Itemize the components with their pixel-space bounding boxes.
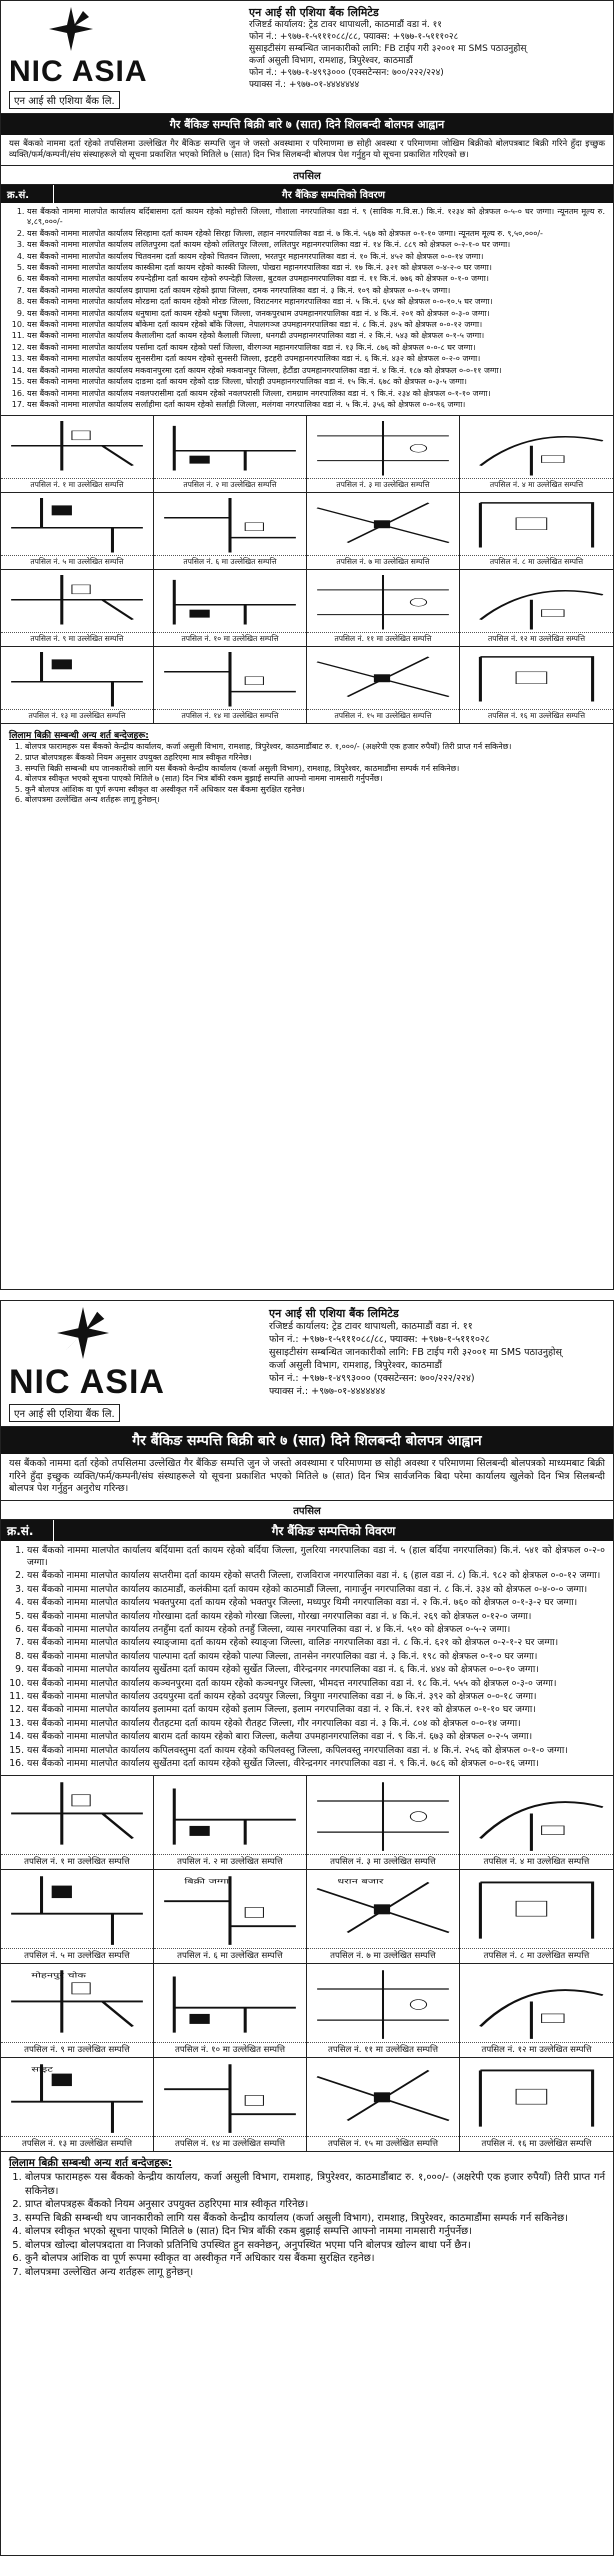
map-caption: तपसिल नं. १५ मा उल्लेखित सम्पत्ति xyxy=(307,709,459,723)
schedule-label: तपसिल xyxy=(1,1500,613,1520)
map-sketch xyxy=(154,1964,306,2042)
map-sketch xyxy=(307,493,459,555)
property-item: 8. यस बैंकको नाममा मालपोत कार्यालय मोरङमा दर्ता कायम रहेको मोरङ जिल्ला, विराटनगर महानगरपालिका वडा नं. ५ कि.नं. ६५४ को क्षेत्रफल ०-०-१०.५ घर जग्गा। xyxy=(27,297,605,307)
map-sketch xyxy=(1,416,153,478)
map-sketch xyxy=(307,1870,459,1948)
map-sketch xyxy=(307,647,459,709)
property-item: 11. यस बैंकको नाममा मालपोत कार्यालय कैलालीमा दर्ता कायम रहेको कैलाली जिल्ला, धनगढी उपमहानगरपालिका वडा नं. २ कि.नं. ५४३ को क्षेत्रफल ०-१-५ जग्गा। xyxy=(27,331,605,341)
map-sketch xyxy=(460,2058,613,2136)
location-map xyxy=(1,2058,154,2152)
location-map xyxy=(460,416,613,493)
logo-text: NIC ASIA xyxy=(9,55,148,88)
condition-item: 2. प्राप्त बोलपत्रहरू बैंकको नियम अनुसार उपयुक्त ठहरिएमा मात्र स्वीकृत गरिनेछ। xyxy=(25,2198,605,2212)
property-item: 4. यस बैंकको नाममा मालपोत कार्यालय चितवनमा दर्ता कायम रहेको चितवन जिल्ला, भरतपुर महानगरपालिका वडा नं. १० कि.नं. ४५२ को क्षेत्रफल ०-०-१४ जग्गा। xyxy=(27,252,605,262)
logo xyxy=(9,7,239,109)
condition-item: 6. बोलपत्रमा उल्लेखित अन्य शर्तहरू लागू हुनेछन्। xyxy=(25,795,605,806)
map-sketch xyxy=(1,493,153,555)
address-line: कर्जा असुली विभाग, रामशाह, त्रिपुरेश्वर, काठमाडौं xyxy=(269,1360,442,1371)
property-item: 5. यस बैंकको नाममा मालपोत कार्यालय कास्कीमा दर्ता कायम रहेको कास्की जिल्ला, पोखरा महानगरपालिका वडा नं. १७ कि.नं. ३२१ को क्षेत्रफल ०-४-२-० घर जग्गा। xyxy=(27,263,605,273)
property-item: 7. यस बैंकको नाममा मालपोत कार्यालय स्याङ्जामा दर्ता कायम रहेको स्याङ्जा जिल्ला, वालिङ नगरपालिका वडा नं. ८ कि.नं. ६२१ को क्षेत्रफल ०-२-१-२ घर जग्गा। xyxy=(27,1637,605,1649)
property-item: 13. यस बैंकको नाममा मालपोत कार्यालय सुनसरीमा दर्ता कायम रहेको सुनसरी जिल्ला, इटहरी उपमहानगरपालिका वडा नं. ६ कि.नं. ४३२ को क्षेत्रफल ०-२-० जग्गा। xyxy=(27,354,605,364)
map-caption: तपसिल नं. ७ मा उल्लेखित सम्पत्ति xyxy=(307,1948,459,1963)
map-caption: तपसिल नं. ९ मा उल्लेखित सम्पत्ति xyxy=(1,2042,153,2057)
map-caption: तपसिल नं. ११ मा उल्लेखित सम्पत्ति xyxy=(307,632,459,646)
condition-item: 3. सम्पत्ति बिक्री सम्बन्धी थप जानकारीको लागि यस बैंकको केन्द्रीय कार्यालय (कर्जा असुली विभाग), रामशाह, त्रिपुरेश्वर, काठमाडौंमा सम्पर्क गर्न सकिनेछ। xyxy=(25,764,605,775)
map-caption: तपसिल नं. २ मा उल्लेखित सम्पत्ति xyxy=(154,478,306,492)
bank-name: एन आई सी एशिया बैंक लिमिटेड xyxy=(269,1307,399,1320)
nic-asia-star-icon xyxy=(49,7,93,51)
map-sketch xyxy=(1,1776,153,1854)
location-map xyxy=(307,416,460,493)
location-map xyxy=(1,647,154,724)
notice-header xyxy=(1,1301,613,1427)
property-item: 8. यस बैंकको नाममा मालपोत कार्यालय पाल्पामा दर्ता कायम रहेको पाल्पा जिल्ला, तानसेन नगरपालिका वडा नं. ३ कि.नं. १९८ को क्षेत्रफल ०-१-० घर जग्गा। xyxy=(27,1651,605,1663)
map-sketch xyxy=(460,647,613,709)
address-line: फ्याक्स नं.: +९७७-०१-४४४४४४४ xyxy=(269,1386,386,1397)
property-item: 2. यस बैंकको नाममा मालपोत कार्यालय सप्तरीमा दर्ता कायम रहेको सप्तरी जिल्ला, राजविराज नगरपालिका वडा नं. ६ (हाल वडा नं. ८) कि.नं. ९८२ को क्षेत्रफल ०-०-१२ जग्गा। xyxy=(27,1570,605,1582)
map-sketch xyxy=(154,2058,306,2136)
col-description: गैर बैंकिङ सम्पत्तिको विवरण xyxy=(282,190,385,201)
schedule-header xyxy=(1,1520,613,1541)
map-caption: तपसिल नं. ८ मा उल्लेखित सम्पत्ति xyxy=(460,1948,613,1963)
map-sketch xyxy=(460,1870,613,1948)
notice-intro: यस बैंकको नाममा दर्ता रहेको तपसिलमा उल्लेखित गैर बैंकिङ सम्पत्ति जुन जे जस्तो अवस्थामा र परिमाणमा छ सोही अवस्था र परिमाणमा सिलबन्दी बोलपत्रको माध्यमबाट बिक्री गरिने हुँदा इच्छुक व्यक्ति/फर्म/कम्पनी/संघ संस्थाहरूले यो सूचना प्रकाशित भएको मितिले ७ (सात) दिन भित्र सार्वजनिक बिदा परेमा कार्यालय खुलेको दिन भित्र सिलबन्दी बोलपत्र पेश गर्नुहुन अनुरोध गरिन्छ। xyxy=(9,1458,605,1494)
col-serial: क्र.सं. xyxy=(1,1520,54,1541)
condition-item: 2. प्राप्त बोलपत्रहरू बैंकको नियम अनुसार उपयुक्त ठहरिएमा मात्र स्वीकृत गरिनेछ। xyxy=(25,753,605,764)
property-item: 15. यस बैंकको नाममा मालपोत कार्यालय दाङमा दर्ता कायम रहेको दाङ जिल्ला, घोराही उपमहानगरपालिका वडा नं. १५ कि.नं. ६७८ को क्षेत्रफल ०-३-५ जग्गा। xyxy=(27,377,605,387)
address-line: रजिष्टर्ड कार्यालय: ट्रेड टावर थापाथली, काठमाडौं वडा नं. ११ xyxy=(249,20,442,30)
property-item: 3. यस बैंकको नाममा मालपोत कार्यालय काठमाडौं, कलंकीमा दर्ता कायम रहेको काठमाडौं जिल्ला, नागार्जुन नगरपालिका वडा नं. ८ कि.नं. ३३४ को क्षेत्रफल ०-४-०-० जग्गा। xyxy=(27,1584,605,1596)
location-map xyxy=(154,416,307,493)
address-line: फोन नं.: +९७७-१-५१११०८८/८८, फ्याक्स: +९७७-१-५१११०२८ xyxy=(249,32,459,42)
location-map xyxy=(154,1964,307,2058)
map-caption: तपसिल नं. १३ मा उल्लेखित सम्पत्ति xyxy=(1,2136,153,2151)
notice-header xyxy=(1,1,613,114)
map-caption: तपसिल नं. १२ मा उल्लेखित सम्पत्ति xyxy=(460,2042,613,2057)
location-map xyxy=(307,1870,460,1964)
conditions-title: लिलाम बिक्री सम्बन्धी अन्य शर्त बन्देजहरू: xyxy=(9,2157,173,2170)
condition-item: 3. सम्पत्ति बिक्री सम्बन्धी थप जानकारीको लागि यस बैंकको केन्द्रीय कार्यालय (कर्जा असुली विभाग), रामशाह, त्रिपुरेश्वर, काठमाडौंमा सम्पर्क गर्न सकिनेछ। xyxy=(25,2212,605,2226)
property-item: 3. यस बैंकको नाममा मालपोत कार्यालय ललितपुरमा दर्ता कायम रहेको ललितपुर जिल्ला, ललितपुर महानगरपालिका वडा नं. १४ कि.नं. ८८९ को क्षेत्रफल ०-२-१-० घर जग्गा। xyxy=(27,240,605,250)
address-line: सुसाइटीसंग सम्बन्धित जानकारीको लागि: FB टाईप गरी ३२००१ मा SMS पठाउनुहोस् xyxy=(249,44,527,54)
address-line: कर्जा असुली विभाग, रामशाह, त्रिपुरेश्वर, काठमाडौं xyxy=(249,56,413,66)
location-map xyxy=(154,1870,307,1964)
property-item: 10. यस बैंकको नाममा मालपोत कार्यालय कञ्चनपुरमा दर्ता कायम रहेको कञ्चनपुर जिल्ला, भीमदत्त नगरपालिका वडा नं. १८ कि.नं. ५५५ को क्षेत्रफल ०-३-० जग्गा। xyxy=(27,1678,605,1690)
condition-item: 5. बोलपत्र खोल्दा बोलपत्रदाता वा निजको प्रतिनिधि उपस्थित हुन सक्नेछन्, अनुपस्थित भएमा पनि बोलपत्र खोल्न बाधा पर्ने छैन। xyxy=(25,2239,605,2253)
map-caption: तपसिल नं. ६ मा उल्लेखित सम्पत्ति xyxy=(154,555,306,569)
condition-item: 6. कुनै बोलपत्र आंशिक वा पूर्ण रूपमा स्वीकृत वा अस्वीकृत गर्ने अधिकार यस बैंकमा सुरक्षित रहनेछ। xyxy=(25,2252,605,2266)
map-caption: तपसिल नं. १२ मा उल्लेखित सम्पत्ति xyxy=(460,632,613,646)
map-caption: तपसिल नं. १६ मा उल्लेखित सम्पत्ति xyxy=(460,2136,613,2151)
condition-item: 1. बोलपत्र फारामहरू यस बैंकको केन्द्रीय कार्यालय, कर्जा असुली विभाग, रामशाह, त्रिपुरेश्वर, काठमाडौंबाट रु. १,०००/- (अक्षरेपी एक हजार रुपैयाँ) तिरी प्राप्त गर्न सकिनेछ। xyxy=(25,2171,605,2198)
map-caption: तपसिल नं. २ मा उल्लेखित सम्पत्ति xyxy=(154,1854,306,1869)
property-item: 16. यस बैंकको नाममा मालपोत कार्यालय सुर्खेतमा दर्ता कायम रहेको सुर्खेत जिल्ला, वीरेन्द्रनगर नगरपालिका वडा नं. ९ कि.नं. ७८६ को क्षेत्रफल ०-०-१६ जग्गा। xyxy=(27,1758,605,1770)
property-item: 9. यस बैंकको नाममा मालपोत कार्यालय सुर्खेतमा दर्ता कायम रहेको सुर्खेत जिल्ला, वीरेन्द्रनगर नगरपालिका वडा नं. ६ कि.नं. ४४४ को क्षेत्रफल ०-०-१० जग्गा। xyxy=(27,1664,605,1676)
location-map xyxy=(307,647,460,724)
location-map xyxy=(1,570,154,647)
property-item: 6. यस बैंकको नाममा मालपोत कार्यालय रुपन्देहीमा दर्ता कायम रहेको रुपन्देही जिल्ला, बुटवल उपमहानगरपालिका वडा नं. ११ कि.नं. ७७६ को क्षेत्रफल ०-१-० जग्गा। xyxy=(27,274,605,284)
location-maps xyxy=(1,1775,613,2152)
address-line: फोन नं.: +९७७-१-४९९३००० (एक्सटेन्सन: ७००/२२२/२२४) xyxy=(269,1373,475,1384)
map-caption: तपसिल नं. ८ मा उल्लेखित सम्पत्ति xyxy=(460,555,613,569)
address-line: रजिष्टर्ड कार्यालय: ट्रेड टावर थापाथली, काठमाडौं वडा नं. ११ xyxy=(269,1321,473,1332)
notice-title: गैर बैंकिङ सम्पत्ति बिक्री बारे ७ (सात) दिने शिलबन्दी बोलपत्र आह्वान xyxy=(1,1427,613,1454)
col-serial: क्र.सं. xyxy=(1,185,54,203)
map-caption: तपसिल नं. १ मा उल्लेखित सम्पत्ति xyxy=(1,478,153,492)
col-description: गैर बैंकिङ सम्पत्तिको विवरण xyxy=(271,1523,396,1538)
conditions-list xyxy=(1,2171,613,2283)
map-sketch xyxy=(307,416,459,478)
map-caption: तपसिल नं. ५ मा उल्लेखित सम्पत्ति xyxy=(1,1948,153,1963)
map-sketch xyxy=(307,1776,459,1854)
condition-item: 5. कुनै बोलपत्र आंशिक वा पूर्ण रूपमा स्वीकृत वा अस्वीकृत गर्ने अधिकार यस बैंकमा सुरक्षित रहनेछ। xyxy=(25,785,605,796)
property-item: 13. यस बैंकको नाममा मालपोत कार्यालय रौतहटमा दर्ता कायम रहेको रौतहट जिल्ला, गौर नगरपालिका वडा नं. ३ कि.नं. ८०४ को क्षेत्रफल ०-०-१४ जग्गा। xyxy=(27,1718,605,1730)
map-caption: तपसिल नं. ७ मा उल्लेखित सम्पत्ति xyxy=(307,555,459,569)
map-sketch xyxy=(154,570,306,632)
map-sketch xyxy=(154,647,306,709)
property-item: 1. यस बैंकको नाममा मालपोत कार्यालय बर्दियामा दर्ता कायम रहेको बर्दिया जिल्ला, गुलरिया नगरपालिका वडा नं. ५ (हाल बर्दिया नगरपालिका) कि.नं. ५४१ को क्षेत्रफल ०-२-० जग्गा। xyxy=(27,1545,605,1570)
property-list xyxy=(1,1541,613,1776)
property-item: 11. यस बैंकको नाममा मालपोत कार्यालय उदयपुरमा दर्ता कायम रहेको उदयपुर जिल्ला, त्रियुगा नगरपालिका वडा नं. ७ कि.नं. ३९२ को क्षेत्रफल ०-०-१८ जग्गा। xyxy=(27,1691,605,1703)
condition-item: 7. बोलपत्रमा उल्लेखित अन्य शर्तहरू लागू हुनेछन्। xyxy=(25,2266,605,2280)
map-sketch xyxy=(460,416,613,478)
location-map xyxy=(1,493,154,570)
map-sketch xyxy=(460,493,613,555)
map-sketch xyxy=(460,570,613,632)
property-item: 9. यस बैंकको नाममा मालपोत कार्यालय धनुषामा दर्ता कायम रहेको धनुषा जिल्ला, जनकपुरधाम उपमहानगरपालिका वडा नं. ४ कि.नं. २०१ को क्षेत्रफल ०-३-० जग्गा। xyxy=(27,309,605,319)
map-sketch xyxy=(307,1964,459,2042)
map-sketch xyxy=(154,416,306,478)
condition-item: 4. बोलपत्र स्वीकृत भएको सूचना पाएको मितिले ७ (सात) दिन भित्र बाँकी रकम बुझाई सम्पत्ति आफ्नो नाममा नामसारी गर्नुपर्नेछ। xyxy=(25,2225,605,2239)
map-caption: तपसिल नं. १३ मा उल्लेखित सम्पत्ति xyxy=(1,709,153,723)
property-item: 16. यस बैंकको नाममा मालपोत कार्यालय नवलपरासीमा दर्ता कायम रहेको नवलपरासी जिल्ला, रामग्राम नगरपालिका वडा नं. ९ कि.नं. २३४ को क्षेत्रफल ०-१-१० जग्गा। xyxy=(27,389,605,399)
location-map xyxy=(307,493,460,570)
location-map xyxy=(460,2058,613,2152)
property-item: 10. यस बैंकको नाममा मालपोत कार्यालय बाँकेमा दर्ता कायम रहेको बाँके जिल्ला, नेपालगञ्ज उपमहानगरपालिका वडा नं. ८ कि.नं. ३४५ को क्षेत्रफल ०-०-१२ जग्गा। xyxy=(27,320,605,330)
map-label: साइट xyxy=(31,2066,53,2075)
map-sketch xyxy=(307,570,459,632)
condition-item: 4. बोलपत्र स्वीकृत भएको सूचना पाएको मितिले ७ (सात) दिन भित्र बाँकी रकम बुझाई सम्पत्ति आफ्नो नाममा नामसारी गर्नुपर्नेछ। xyxy=(25,774,605,785)
map-sketch xyxy=(307,2058,459,2136)
logo xyxy=(9,1307,259,1422)
schedule-header xyxy=(1,185,613,203)
property-item: 17. यस बैंकको नाममा मालपोत कार्यालय सर्लाहीमा दर्ता कायम रहेको सर्लाही जिल्ला, मलंगवा नगरपालिका वडा नं. ५ कि.नं. ३५६ को क्षेत्रफल ०-०-१६ जग्गा। xyxy=(27,400,605,410)
property-item: 12. यस बैंकको नाममा मालपोत कार्यालय इलाममा दर्ता कायम रहेको इलाम जिल्ला, इलाम नगरपालिका वडा नं. २ कि.नं. १२१ को क्षेत्रफल ०-१-१० घर जग्गा। xyxy=(27,1704,605,1716)
location-map xyxy=(154,647,307,724)
map-label: धरान बजार xyxy=(337,1878,384,1887)
location-map xyxy=(307,2058,460,2152)
map-caption: तपसिल नं. १६ मा उल्लेखित सम्पत्ति xyxy=(460,709,613,723)
location-map xyxy=(460,493,613,570)
location-map xyxy=(154,493,307,570)
map-caption: तपसिल नं. ५ मा उल्लेखित सम्पत्ति xyxy=(1,555,153,569)
location-map xyxy=(1,1776,154,1870)
map-caption: तपसिल नं. ३ मा उल्लेखित सम्पत्ति xyxy=(307,478,459,492)
notice-2 xyxy=(0,1300,614,2556)
map-sketch xyxy=(1,1870,153,1948)
location-map xyxy=(1,1870,154,1964)
map-label: मोहनपुर चोक xyxy=(31,1972,86,1981)
schedule-label: तपसिल xyxy=(1,165,613,185)
location-map xyxy=(154,1776,307,1870)
address-line: फ्याक्स नं.: +९७७-०१-४४४४४४४ xyxy=(249,80,360,90)
property-item: 7. यस बैंकको नाममा मालपोत कार्यालय झापामा दर्ता कायम रहेको झापा जिल्ला, दमक नगरपालिका वडा नं. ३ कि.नं. १०९ को क्षेत्रफल ०-०-१५ जग्गा। xyxy=(27,286,605,296)
conditions-list xyxy=(1,742,613,810)
map-sketch xyxy=(1,647,153,709)
location-map xyxy=(1,1964,154,2058)
location-map xyxy=(307,1964,460,2058)
location-map xyxy=(460,647,613,724)
property-item: 15. यस बैंकको नाममा मालपोत कार्यालय कपिलवस्तुमा दर्ता कायम रहेको कपिलवस्तु जिल्ला, कपिलवस्तु नगरपालिका वडा नं. ४ कि.नं. २५६ को क्षेत्रफल ०-१-० जग्गा। xyxy=(27,1745,605,1757)
property-item: 4. यस बैंकको नाममा मालपोत कार्यालय भक्तपुरमा दर्ता कायम रहेको भक्तपुर जिल्ला, मध्यपुर थिमी नगरपालिका वडा नं. २ कि.नं. ७६० को क्षेत्रफल ०-१-३-२ घर जग्गा। xyxy=(27,1597,605,1609)
map-caption: तपसिल नं. ४ मा उल्लेखित सम्पत्ति xyxy=(460,1854,613,1869)
logo-subtitle: एन आई सी एशिया बैंक लि. xyxy=(9,1404,120,1422)
map-caption: तपसिल नं. १० मा उल्लेखित सम्पत्ति xyxy=(154,2042,306,2057)
map-sketch xyxy=(460,1776,613,1854)
address-line: फोन नं.: +९७७-१-५१११०८८/८८, फ्याक्स: +९७७-१-५१११०२८ xyxy=(269,1334,490,1345)
address-block xyxy=(269,1307,562,1398)
location-map xyxy=(154,2058,307,2152)
map-sketch xyxy=(154,1870,306,1948)
location-map xyxy=(460,1964,613,2058)
map-caption: तपसिल नं. १४ मा उल्लेखित सम्पत्ति xyxy=(154,2136,306,2151)
map-caption: तपसिल नं. ३ मा उल्लेखित सम्पत्ति xyxy=(307,1854,459,1869)
bank-name: एन आई सी एशिया बैंक लिमिटेड xyxy=(249,6,379,19)
conditions-title: लिलाम बिक्री सम्बन्धी अन्य शर्त बन्देजहरू: xyxy=(9,731,149,742)
address-block xyxy=(249,7,526,91)
property-list xyxy=(1,203,613,415)
map-caption: तपसिल नं. १० मा उल्लेखित सम्पत्ति xyxy=(154,632,306,646)
location-map xyxy=(460,1870,613,1964)
location-map xyxy=(1,416,154,493)
location-map xyxy=(460,570,613,647)
map-sketch xyxy=(1,570,153,632)
property-item: 14. यस बैंकको नाममा मालपोत कार्यालय मकवानपुरमा दर्ता कायम रहेको मकवानपुर जिल्ला, हेटौंडा उपमहानगरपालिका वडा नं. ४ कि.नं. १८७ को क्षेत्रफल ०-०-११ जग्गा। xyxy=(27,366,605,376)
property-item: 5. यस बैंकको नाममा मालपोत कार्यालय गोरखामा दर्ता कायम रहेको गोरखा जिल्ला, गोरखा नगरपालिका वडा नं. ४ कि.नं. २६९ को क्षेत्रफल ०-१२-० जग्गा। xyxy=(27,1611,605,1623)
map-sketch xyxy=(1,2058,153,2136)
map-sketch xyxy=(154,493,306,555)
location-map xyxy=(460,1776,613,1870)
logo-subtitle: एन आई सी एशिया बैंक लि. xyxy=(9,91,120,109)
property-item: 6. यस बैंकको नाममा मालपोत कार्यालय तनहुँमा दर्ता कायम रहेको तनहुँ जिल्ला, व्यास नगरपालिका वडा नं. ४ कि.नं. ५१० को क्षेत्रफल ०-५-२ जग्गा। xyxy=(27,1624,605,1636)
map-label: बिक्री जग्गा xyxy=(184,1878,230,1887)
notice-intro: यस बैंकको नाममा दर्ता रहेको तपसिलमा उल्लेखित गैर बैंकिङ सम्पत्ति जुन जे जस्तो अवस्थामा र परिमाणमा छ सोही अवस्था र परिमाणमा जोखिम बिक्रीको बोलपत्रबाट बिक्री गरिने हुँदा इच्छुक व्यक्ति/फर्म/कम्पनी/संघ संस्थाहरूले यो सूचना प्रकाशित भएको मितिले ७ (सात) दिन भित्र सिलबन्दी बोलपत्र पेश गर्नुहुन यो सूचना प्रकाशित गरिएको छ। xyxy=(9,139,605,160)
map-sketch xyxy=(154,1776,306,1854)
property-item: 12. यस बैंकको नाममा मालपोत कार्यालय पर्सामा दर्ता कायम रहेको पर्सा जिल्ला, वीरगञ्ज महानगरपालिका वडा नं. १३ कि.नं. ८७६ को क्षेत्रफल ०-०-८ घर जग्गा। xyxy=(27,343,605,353)
map-caption: तपसिल नं. १४ मा उल्लेखित सम्पत्ति xyxy=(154,709,306,723)
map-caption: तपसिल नं. ९ मा उल्लेखित सम्पत्ति xyxy=(1,632,153,646)
notice-title: गैर बैंकिङ सम्पत्ति बिक्री बारे ७ (सात) दिने शिलबन्दी बोलपत्र आह्वान xyxy=(1,114,613,135)
map-caption: तपसिल नं. ११ मा उल्लेखित सम्पत्ति xyxy=(307,2042,459,2057)
property-item: 1. यस बैंकको नाममा मालपोत कार्यालय बर्दिबासमा दर्ता कायम रहेको महोत्तरी जिल्ला, गौशाला नगरपालिका वडा नं. ९ (साविक ग.वि.स.) कि.नं. १२३४ को क्षेत्रफल ०-५-० घर जग्गा। न्यूनतम मूल्य रु. ४,८९,०००/- xyxy=(27,207,605,228)
location-map xyxy=(307,570,460,647)
location-map xyxy=(154,570,307,647)
location-maps xyxy=(1,415,613,724)
map-sketch xyxy=(460,1964,613,2042)
map-caption: तपसिल नं. १ मा उल्लेखित सम्पत्ति xyxy=(1,1854,153,1869)
map-caption: तपसिल नं. १५ मा उल्लेखित सम्पत्ति xyxy=(307,2136,459,2151)
map-caption: तपसिल नं. ४ मा उल्लेखित सम्पत्ति xyxy=(460,478,613,492)
location-map xyxy=(307,1776,460,1870)
address-line: सुसाइटीसंग सम्बन्धित जानकारीको लागि: FB टाईप गरी ३२००१ मा SMS पठाउनुहोस् xyxy=(269,1347,562,1358)
property-item: 14. यस बैंकको नाममा मालपोत कार्यालय बाराम दर्ता कायम रहेको बारा जिल्ला, कलैया उपमहानगरपालिका वडा नं. ९ कि.नं. ६७३ को क्षेत्रफल ०-२-५ जग्गा। xyxy=(27,1731,605,1743)
address-line: फोन नं.: +९७७-१-४९९३००० (एक्सटेन्सन: ७००/२२२/२२४) xyxy=(249,68,444,78)
map-caption: तपसिल नं. ६ मा उल्लेखित सम्पत्ति xyxy=(154,1948,306,1963)
condition-item: 1. बोलपत्र फारामहरू यस बैंकको केन्द्रीय कार्यालय, कर्जा असुली विभाग, रामशाह, त्रिपुरेश्वर, काठमाडौंबाट रु. १,०००/- (अक्षरेपी एक हजार रुपैयाँ) तिरी प्राप्त गर्न सकिनेछ। xyxy=(25,742,605,753)
logo-text: NIC ASIA xyxy=(9,1363,165,1401)
map-sketch xyxy=(1,1964,153,2042)
nic-asia-star-icon xyxy=(57,1307,109,1359)
property-item: 2. यस बैंकको नाममा मालपोत कार्यालय सिरहामा दर्ता कायम रहेको सिरहा जिल्ला, लहान नगरपालिका वडा नं. ७ कि.नं. ५६७ को क्षेत्रफल ०-१-१० जग्गा। न्यूनतम मूल्य रु. ९,५०,०००/- xyxy=(27,229,605,239)
